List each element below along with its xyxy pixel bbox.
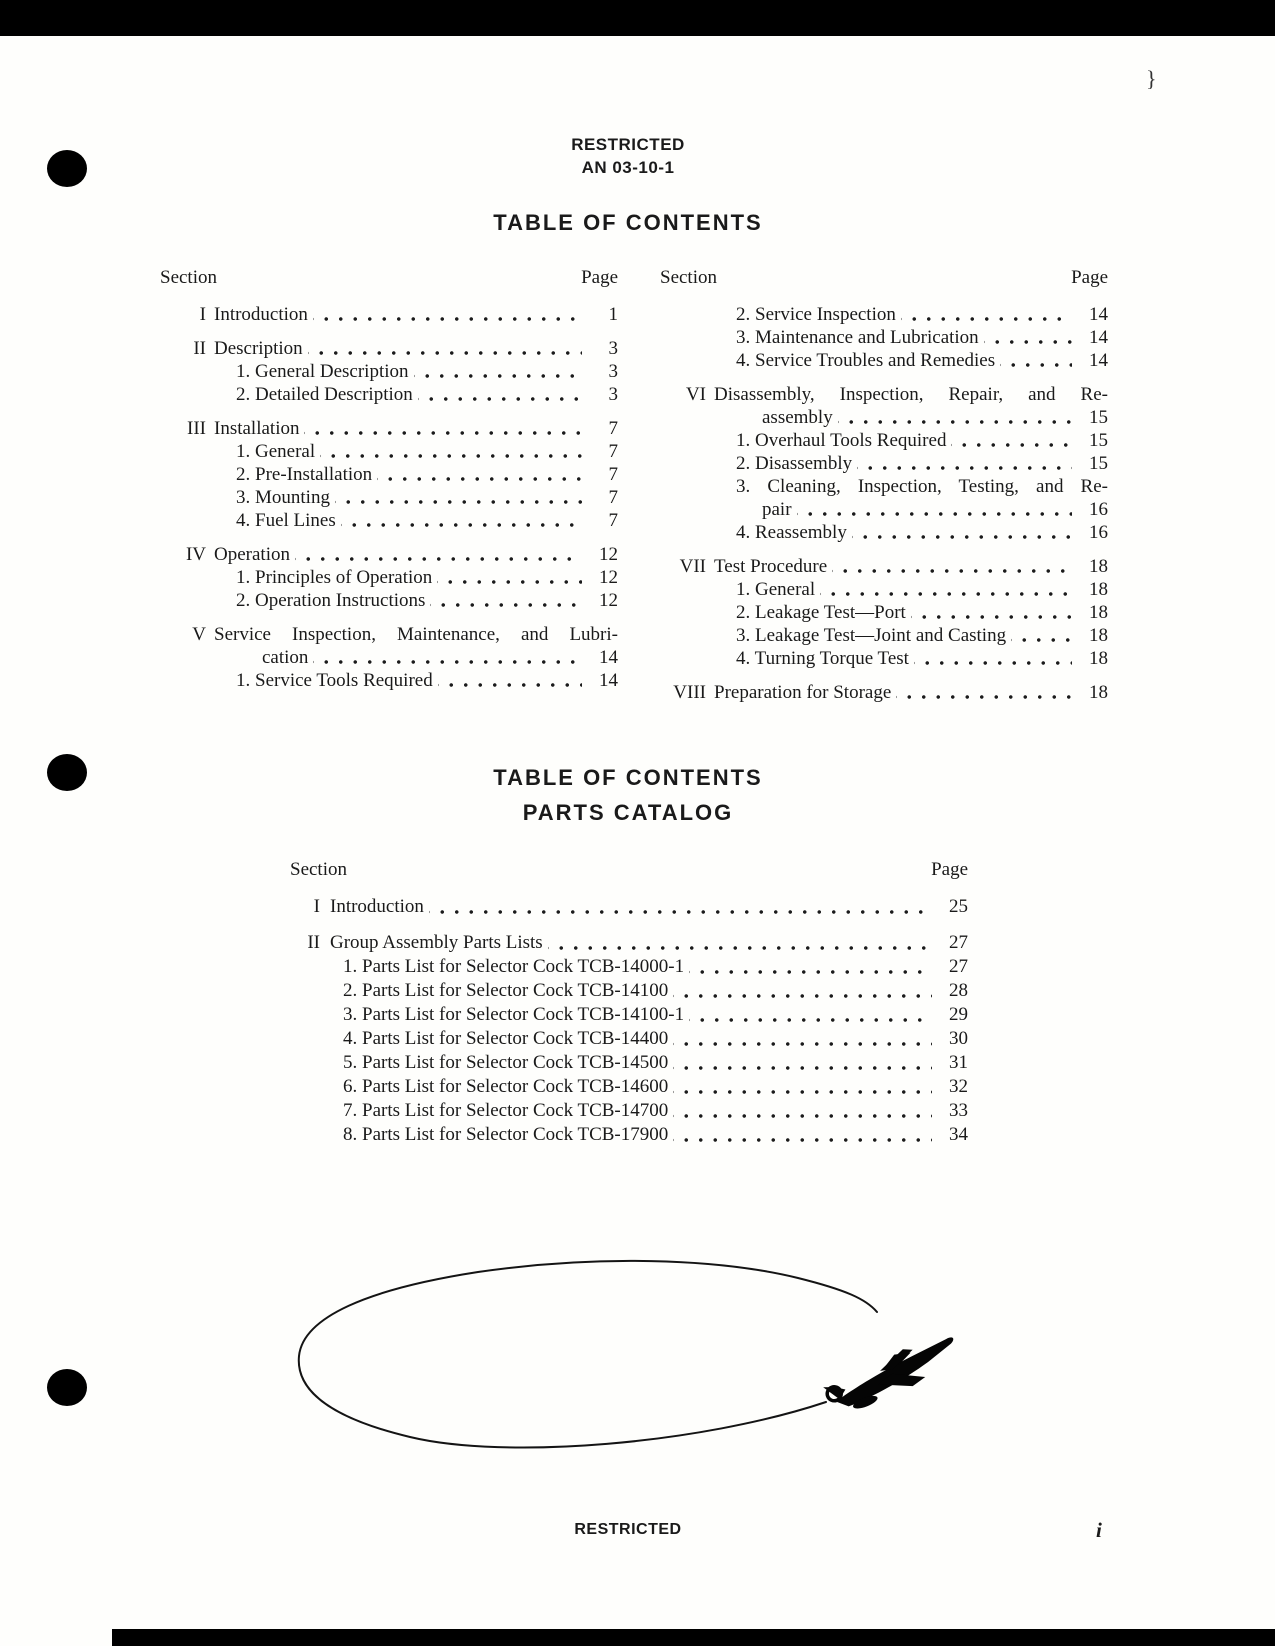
toc-entry-title: 8. Parts List for Selector Cock TCB-17900 [343, 1124, 669, 1145]
toc-entry [290, 1051, 968, 1075]
toc-entry [160, 589, 618, 612]
toc-entry [290, 1123, 968, 1147]
toc-entry-title: 4. Fuel Lines [236, 510, 336, 531]
toc-entry-title: 3. Maintenance and Lubrication [736, 327, 979, 348]
toc-entry-title: 2. Parts List for Selector Cock TCB-14100 [343, 980, 669, 1001]
toc-entry-title: 2. Service Inspection [736, 304, 896, 325]
toc-main-left-column [160, 266, 618, 704]
toc-entry-title: 7. Parts List for Selector Cock TCB-14700 [343, 1100, 669, 1121]
page-label: Page [581, 267, 618, 288]
toc-entry-page: 3 [608, 361, 618, 382]
dot-leader [911, 601, 1072, 624]
toc-entry-page: 12 [599, 544, 618, 565]
toc-entry-page: 1 [608, 304, 618, 325]
toc-entry-number: IV [185, 544, 206, 565]
doc-number: AN 03-10-1 [581, 158, 675, 177]
toc-entry-title: 1. Parts List for Selector Cock TCB-14000-1 [343, 956, 685, 977]
toc-entry-title: 1. General Description [236, 361, 409, 382]
toc-entry-title: 4. Service Troubles and Remedies [736, 350, 996, 371]
dot-leader [430, 589, 582, 612]
toc-entry-page: 12 [599, 590, 618, 611]
toc-entry [290, 895, 968, 919]
toc-entry-title: 4. Turning Torque Test [736, 648, 909, 669]
toc-entry-title: cation [262, 647, 309, 668]
dot-leader [689, 1003, 932, 1027]
toc-entry-page: 3 [608, 338, 618, 359]
dot-leader [414, 360, 582, 383]
dot-leader [341, 509, 582, 532]
toc-entry-page: 14 [1089, 350, 1108, 371]
airplane-icon [821, 1331, 965, 1419]
toc-entry-page: 16 [1089, 522, 1108, 543]
toc-entry-page: 18 [1089, 682, 1108, 703]
column-header [660, 266, 1108, 289]
toc-entry-title: Preparation for Storage [714, 682, 892, 703]
toc-entry [290, 955, 968, 979]
toc-entry-number: VI [685, 384, 706, 405]
toc-main-title: TABLE OF CONTENTS [493, 210, 763, 235]
toc-entry-page: 15 [1089, 430, 1108, 451]
toc-entry-title: Installation [214, 418, 300, 439]
toc-entry-page: 18 [1089, 579, 1108, 600]
toc-entry [290, 1075, 968, 1099]
toc-entry-page: 14 [1089, 304, 1108, 325]
toc-entry [660, 647, 1108, 670]
toc-entry [160, 543, 618, 566]
dot-leader [673, 1051, 932, 1075]
dot-leader [320, 440, 582, 463]
folio-page-number: i [1096, 1518, 1102, 1542]
toc-entry [660, 681, 1108, 704]
toc-entry [290, 1003, 968, 1027]
toc-entry-number: II [307, 932, 320, 953]
toc-entry [160, 566, 618, 589]
toc-entry [290, 1027, 968, 1051]
toc-entry-title: Description [214, 338, 303, 359]
loop-curve [299, 1261, 877, 1448]
dot-leader [797, 498, 1072, 521]
toc-parts-title-line2: PARTS CATALOG [522, 800, 734, 825]
page-label: Page [931, 859, 968, 880]
toc-entry-title: 1. Service Tools Required [236, 670, 433, 691]
toc-entry-page: 15 [1089, 453, 1108, 474]
toc-entry-title: 1. Overhaul Tools Required [736, 430, 947, 451]
dot-leader [313, 646, 582, 669]
toc-entry-page: 7 [608, 418, 618, 439]
toc-entry-page: 7 [608, 487, 618, 508]
toc-entry [160, 509, 618, 532]
toc-entry [290, 1099, 968, 1123]
toc-entry-title: Service Inspection, Maintenance, and Lubri- [214, 624, 618, 645]
section-label: Section [160, 267, 217, 288]
toc-entry [160, 646, 618, 669]
toc-entry [660, 406, 1108, 429]
dot-leader [429, 895, 932, 919]
toc-entry-page: 28 [949, 980, 968, 1001]
toc-main-right-column [660, 266, 1108, 704]
toc-parts-title [0, 760, 1256, 830]
dot-leader [984, 326, 1072, 349]
toc-entry-number: VIII [673, 682, 706, 703]
toc-entry-title: 1. General [236, 441, 316, 462]
toc-entry-page: 7 [608, 441, 618, 462]
dot-leader [295, 543, 582, 566]
dot-leader [832, 555, 1072, 578]
toc-entry-number: I [313, 896, 320, 917]
toc-entry-title: 4. Reassembly [736, 522, 847, 543]
dot-leader [896, 681, 1072, 704]
dot-leader [335, 486, 582, 509]
dot-leader [438, 669, 582, 692]
toc-entry-title: 2. Operation Instructions [236, 590, 426, 611]
toc-entry-page: 31 [949, 1052, 968, 1073]
dot-leader [673, 1099, 932, 1123]
toc-entry-page: 14 [599, 670, 618, 691]
toc-entry-title: 4. Parts List for Selector Cock TCB-14400 [343, 1028, 669, 1049]
scan-bar-top [0, 0, 1275, 36]
page-header [0, 133, 1256, 179]
toc-entry-page: 25 [949, 896, 968, 917]
dot-leader [377, 463, 582, 486]
dot-leader [838, 406, 1072, 429]
toc-entry [160, 463, 618, 486]
toc-entry-page: 33 [949, 1100, 968, 1121]
dot-leader [313, 303, 582, 326]
toc-entry-title: Introduction [214, 304, 308, 325]
dot-leader [437, 566, 582, 589]
dot-leader [689, 955, 932, 979]
toc-entry [160, 360, 618, 383]
toc-entries [160, 303, 618, 692]
toc-entry-page: 14 [599, 647, 618, 668]
toc-entry-page: 12 [599, 567, 618, 588]
toc-entry-title: 2. Detailed Description [236, 384, 413, 405]
toc-entry [660, 578, 1108, 601]
toc-entry-number: II [193, 338, 206, 359]
toc-entry-title: 3. Mounting [236, 487, 330, 508]
toc-entry [660, 452, 1108, 475]
toc-entry-title: 3. Leakage Test—Joint and Casting [736, 625, 1007, 646]
toc-entry-title: 2. Pre-Installation [236, 464, 373, 485]
toc-entry-title: pair [762, 499, 792, 520]
toc-entry-title: Test Procedure [714, 556, 828, 577]
toc-main [160, 266, 1108, 704]
toc-entry [660, 326, 1108, 349]
classification-footer: RESTRICTED [574, 1521, 682, 1538]
dot-leader [951, 429, 1072, 452]
toc-entry-title: 6. Parts List for Selector Cock TCB-14600 [343, 1076, 669, 1097]
dot-leader [1011, 624, 1072, 647]
column-header [160, 266, 618, 289]
toc-entry [660, 349, 1108, 372]
dot-leader [901, 303, 1072, 326]
toc-entry-page: 30 [949, 1028, 968, 1049]
dot-leader [1000, 349, 1072, 372]
toc-entry [290, 931, 968, 955]
toc-entry-title: Group Assembly Parts Lists [330, 932, 543, 953]
hole-punch-icon [47, 1369, 87, 1406]
toc-entry [660, 429, 1108, 452]
toc-entry-title: Disassembly, Inspection, Repair, and Re- [714, 384, 1108, 405]
toc-entry [160, 337, 618, 360]
dot-leader [673, 979, 932, 1003]
toc-entry-page: 16 [1089, 499, 1108, 520]
toc-entry [160, 669, 618, 692]
dot-leader [548, 931, 932, 955]
dot-leader [820, 578, 1072, 601]
dot-leader [418, 383, 582, 406]
column-header [290, 858, 968, 881]
toc-entry-page: 29 [949, 1004, 968, 1025]
dot-leader [308, 337, 582, 360]
toc-entry-page: 18 [1089, 648, 1108, 669]
toc-entry-page: 14 [1089, 327, 1108, 348]
toc-entry [160, 440, 618, 463]
stray-scan-mark: } [1146, 66, 1157, 91]
toc-entry-number: III [187, 418, 206, 439]
toc-entry-title: 3. Parts List for Selector Cock TCB-14100-1 [343, 1004, 685, 1025]
toc-entry [160, 486, 618, 509]
toc-entry-page: 27 [949, 932, 968, 953]
dot-leader [673, 1123, 932, 1147]
toc-entries [660, 303, 1108, 704]
toc-entry [660, 601, 1108, 624]
toc-entry [660, 498, 1108, 521]
toc-parts [290, 858, 968, 1147]
toc-entry-page: 7 [608, 510, 618, 531]
toc-entry [290, 979, 968, 1003]
toc-entry-title: 2. Disassembly [736, 453, 853, 474]
toc-entry [160, 623, 618, 646]
toc-entry [160, 303, 618, 326]
toc-entry-title: 2. Leakage Test—Port [736, 602, 906, 623]
toc-entry [160, 383, 618, 406]
page-label: Page [1071, 267, 1108, 288]
dot-leader [852, 521, 1072, 544]
toc-entry-page: 18 [1089, 602, 1108, 623]
section-label: Section [660, 267, 717, 288]
dot-leader [673, 1027, 932, 1051]
toc-entry-page: 32 [949, 1076, 968, 1097]
toc-entry [660, 624, 1108, 647]
toc-entry [660, 383, 1108, 406]
toc-entry-number: VII [679, 556, 706, 577]
dot-leader [673, 1075, 932, 1099]
toc-entry [660, 303, 1108, 326]
section-label: Section [290, 859, 347, 880]
toc-entry [160, 417, 618, 440]
dot-leader [857, 452, 1072, 475]
toc-entry-title: Operation [214, 544, 290, 565]
toc-entry-number: I [199, 304, 206, 325]
toc-entry-title: 3. Cleaning, Inspection, Testing, and Re- [736, 476, 1108, 497]
toc-entry-title: 1. Principles of Operation [236, 567, 433, 588]
toc-entry-title: Introduction [330, 896, 424, 917]
toc-entries [290, 895, 968, 1147]
toc-entry-page: 18 [1089, 556, 1108, 577]
dot-leader [914, 647, 1072, 670]
toc-entry-number: V [192, 624, 206, 645]
toc-entry-page: 15 [1089, 407, 1108, 428]
classification-header: RESTRICTED [571, 135, 685, 154]
toc-entry-title: 5. Parts List for Selector Cock TCB-14500 [343, 1052, 669, 1073]
toc-entry-title: 1. General [736, 579, 816, 600]
toc-entry [660, 475, 1108, 498]
toc-entry-page: 7 [608, 464, 618, 485]
toc-parts-title-line1: TABLE OF CONTENTS [493, 765, 763, 790]
toc-entry-page: 34 [949, 1124, 968, 1145]
toc-entry-page: 3 [608, 384, 618, 405]
toc-entry [660, 555, 1108, 578]
dot-leader [304, 417, 582, 440]
toc-entry-title: assembly [762, 407, 833, 428]
scan-bar-bottom [112, 1629, 1275, 1646]
toc-entry-page: 27 [949, 956, 968, 977]
toc-entry-page: 18 [1089, 625, 1108, 646]
toc-entry [660, 521, 1108, 544]
